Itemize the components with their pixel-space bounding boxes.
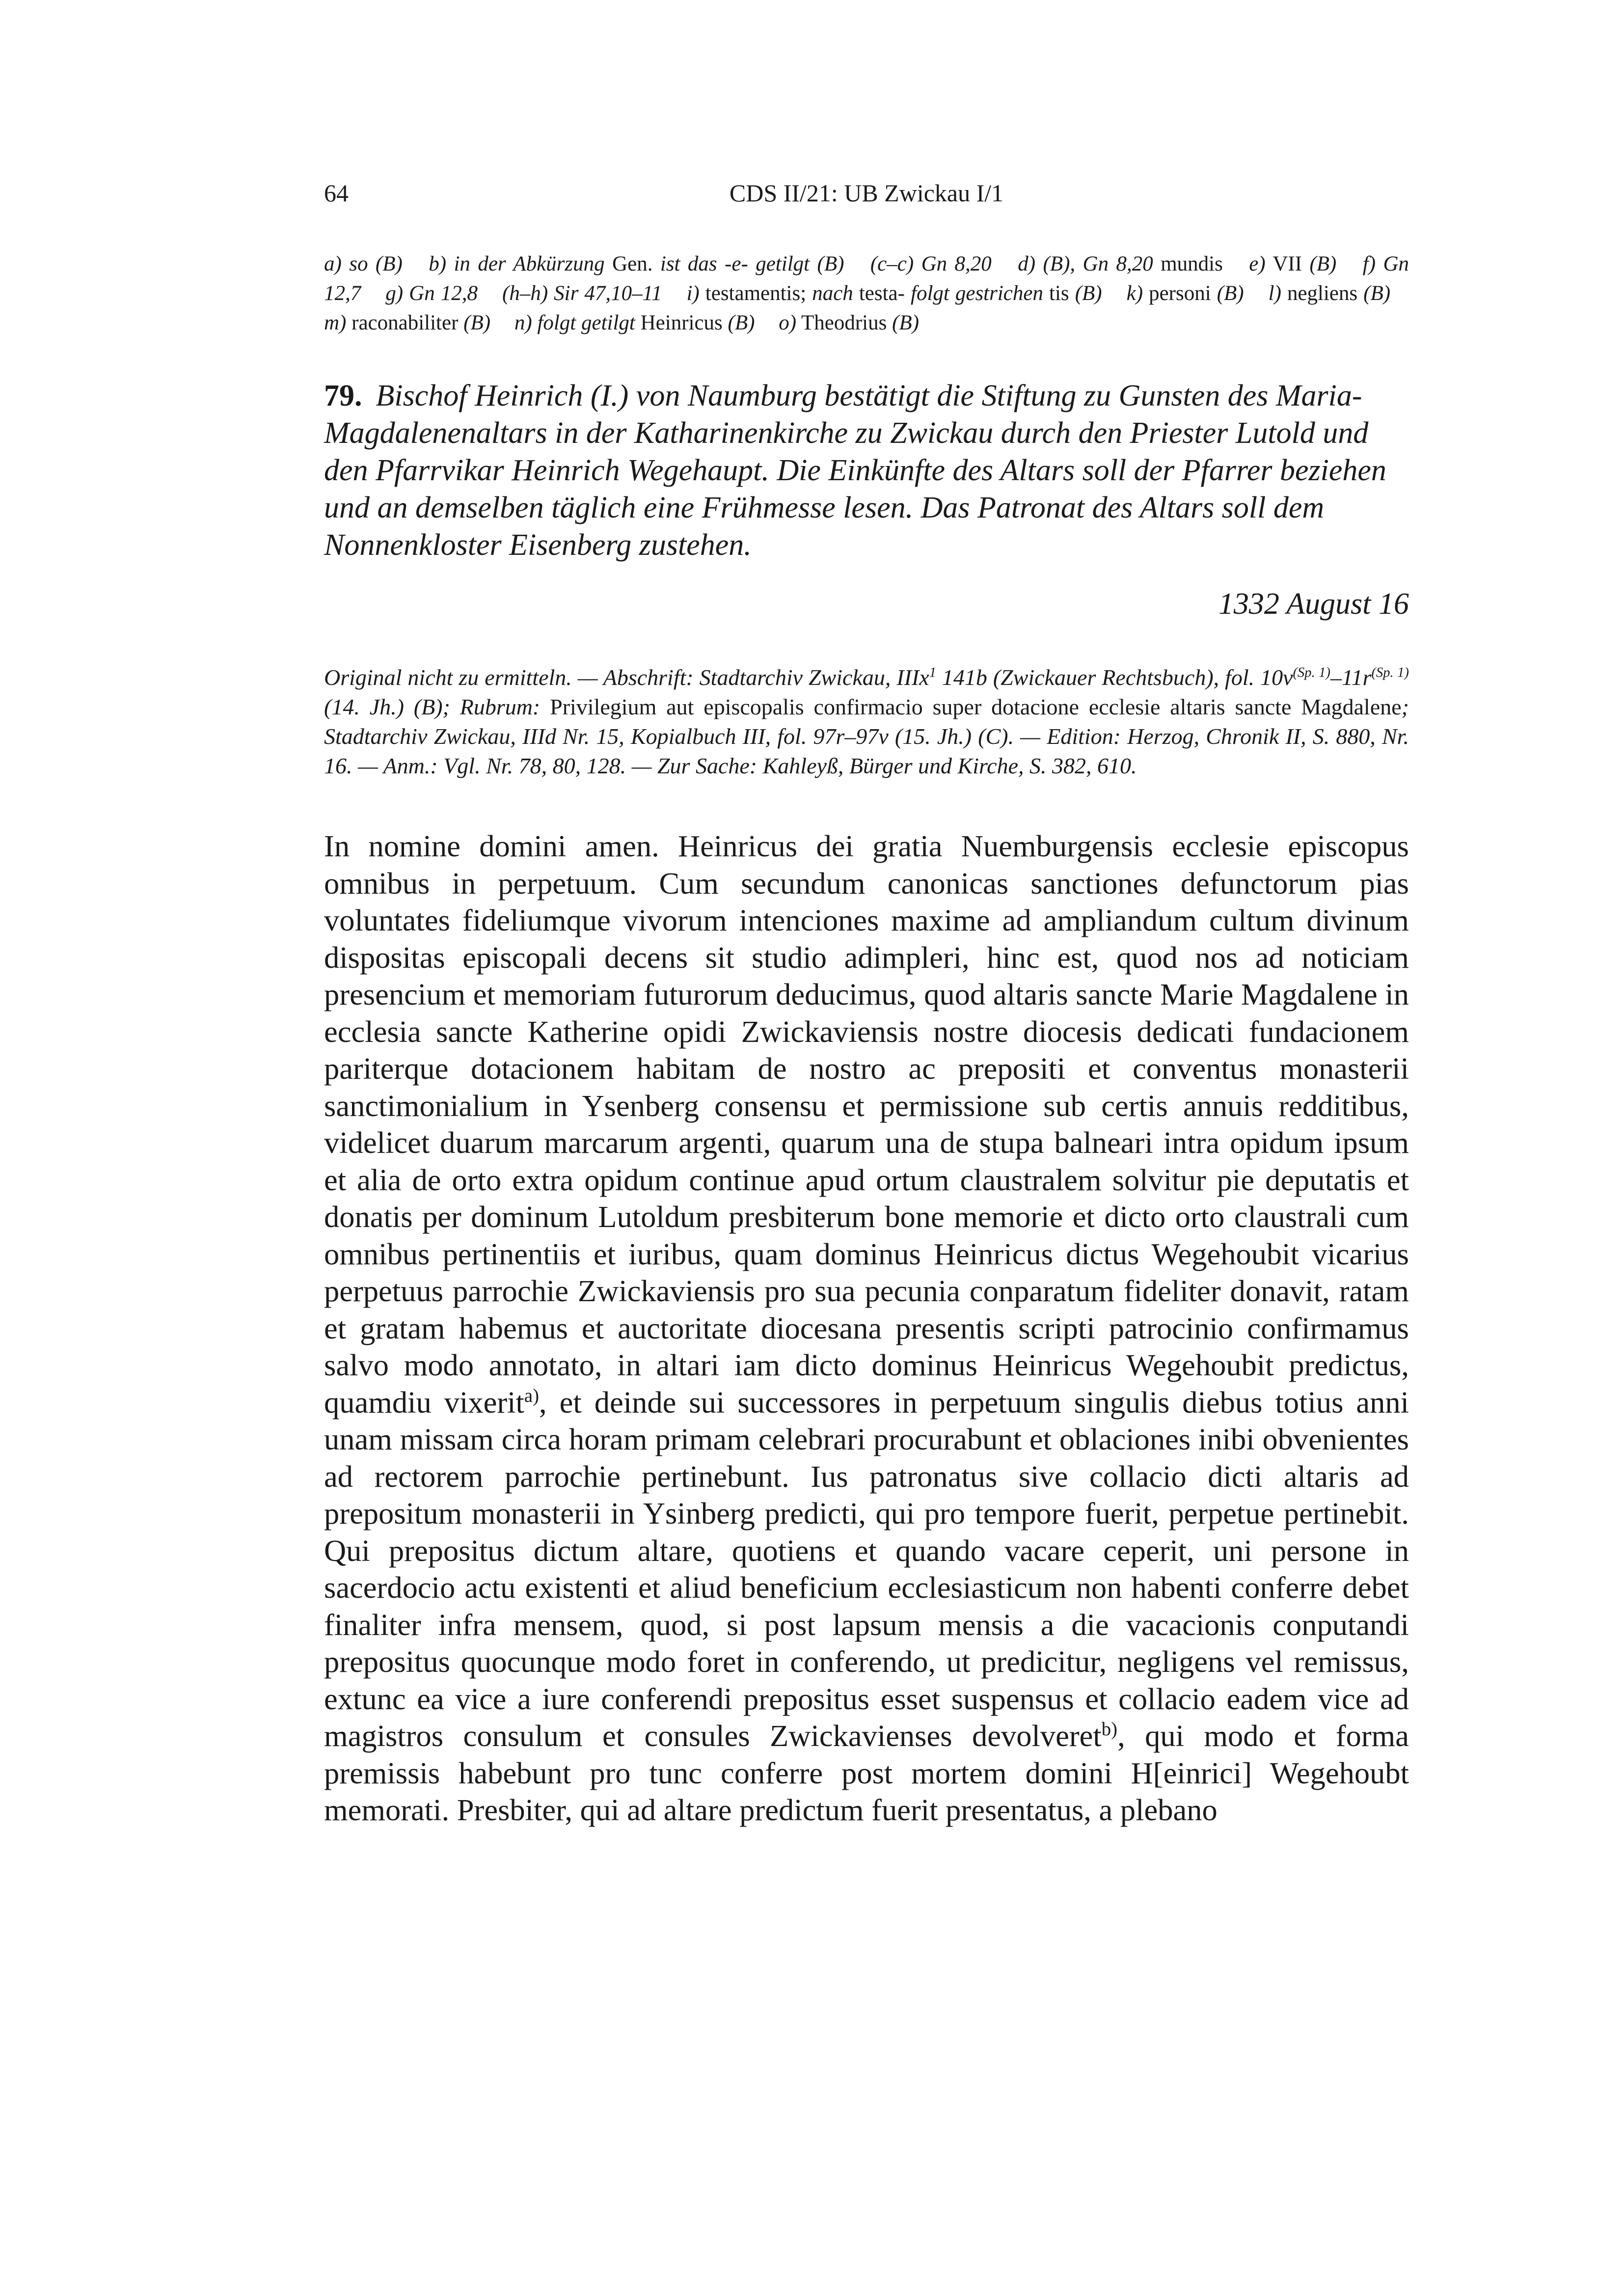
- footnote-mark-b: b): [1101, 1719, 1118, 1740]
- critical-apparatus: [324, 249, 1409, 338]
- apparatus-note: (h–h) Sir 47,10–11: [502, 282, 662, 305]
- apparatus-note: a) so (B): [324, 252, 403, 275]
- apparatus-note: b) in der Abkürzung Gen. ist das -e- getilgt (B): [429, 252, 844, 275]
- apparatus-note: o) Theodrius (B): [779, 311, 920, 334]
- apparatus-note: f) Gn 12,7: [324, 252, 1409, 305]
- footnote-mark-a: a): [524, 1385, 539, 1406]
- document-regest: [324, 377, 1409, 564]
- rubrum-text: Privilegium aut episcopalis confirmacio super dotacione ecclesie altaris sancte Magdalene: [550, 694, 1402, 719]
- charter-text: In nomine domini amen. Heinricus dei gratia Nuemburgensis ecclesie episcopus omnibus in perpetuum. Cum secundum canonicas sanctiones defunctorum pias voluntates fideliumque vivorum intenciones maxime ad ampliandum cultum divinum dispositas episcopali decens sit studio adimpleri, hinc est, quod nos ad noticiam presencium et memoriam futurorum deducimus, quod altaris sancte Marie Magdalene in ecclesia sancte Katherine opidi Zwickaviensis nostre diocesis dedicati fundacionem pariterque dotacionem habitam de nostro ac prepositi et conventus monasterii sanctimonialium in Ysenberg consensu et permissione sub certis annuis redditibus, videlicet duarum marcarum argenti, quarum una de stupa balneari intra opidum ipsum et alia de orto extra opidum continue apud ortum claustralem solvitur pie deputatis et donatis per dominum Lutoldum presbiterum bone memorie et dicto orto claustrali cum omnibus pertinentiis et iuribus, quam dominus Heinricus dictus Wegehoubit vicarius perpetuus parrochie Zwickaviensis pro sua pecunia conparatum fideliter donavit, ratam et gratam habemus et auctoritate diocesana presentis scripti patrocinio confirmamus salvo modo annotato, in altari iam dicto dominus Heinricus Wegehoubit predictus, quamdiu vixerit$^{a)}$, et deinde sui successores in perpetuum singulis diebus totius anni unam missam circa horam primam celebrari procurabunt et oblaciones inibi obvenientes ad rectorem parrochie pertinebunt. Ius patronatus sive collacio dicti altaris ad prepositum monasterii in Ysinberg predicti, qui pro tempore fuerit, perpetue pertinebit. Qui prepositus dictum altare, quotiens et quando vacare ceperit, uni persone in sacerdocio actu existenti et aliud beneficium ecclesiasticum non habenti conferre debet finaliter infra mensem, quod, si post lapsum mensis a die vacacionis conputandi prepositus quocunque modo foret in conferendo, ut predicitur, negligens vel remissus, extunc ea vice a iure conferendi prepositus esset suspensus et collacio eadem vice ad magistros consulum et consules Zwickavienses devolveret$^{b)}$, qui modo et forma premissis habebunt pro tunc conferre post mortem domini H[einrici] Wegehoubt memorati. Presbiter, qui ad altare predictum fuerit presentatus, a plebano: [324, 829, 1409, 1827]
- running-title: CDS II/21: UB Zwickau I/1: [729, 179, 1004, 207]
- page-number: 64: [324, 179, 349, 207]
- apparatus-note: i) testamentis; nach testa- folgt gestrichen tis (B): [686, 282, 1102, 305]
- page-content: [324, 176, 1409, 1829]
- apparatus-note: l) negliens (B): [1268, 282, 1391, 305]
- document-date: 1332 August 16: [1218, 587, 1409, 621]
- apparatus-note: d) (B), Gn 8,20 mundis: [1018, 252, 1223, 275]
- tradition-notes: Original nicht zu ermitteln. — Abschrift: Stadtarchiv Zwickau, IIIx$^1$ 141b (Zwickauer Rechtsbuch), fol. $10v^{(Sp. 1)}-11r^{(Sp. 1)}$ (14. Jh.) (B); Rubrum: Privilegium aut episcopalis confirmacio super dotacione ecclesie altaris sancte Magdalene; Stadtarchiv Zwickau, IIId Nr. 15, Kopialbuch III, fol. 97r–97v (15. Jh.) (C). — Edition: Herzog, Chronik II, S. 880, Nr. 16. — Anm.: Vgl. Nr. 78, 80, 128. — Zur Sache: Kahleyß, Bürger und Kirche, S. 382, 610.: [324, 665, 1409, 778]
- apparatus-note: g) Gn 12,8: [385, 282, 478, 305]
- running-header: [324, 176, 1409, 210]
- apparatus-note: n) folgt getilgt Heinricus (B): [514, 311, 755, 334]
- document-number: 79.: [324, 379, 362, 412]
- regest-text: Bischof Heinrich (I.) von Naumburg bestätigt die Stiftung zu Gunsten des Maria-Magdalenenaltars in der Katharinenkirche zu Zwickau durch den Priester Lutold und den Pfarrvikar Heinrich Wegehaupt. Die Einkünfte des Altars soll der Pfarrer beziehen und an demselben täglich eine Frühmesse lesen. Das Patronat des Altars soll dem Nonnenkloster Eisenberg zustehen.: [324, 379, 1386, 562]
- apparatus-note: e) VII (B): [1249, 252, 1337, 275]
- apparatus-note: k) personi (B): [1126, 282, 1244, 305]
- apparatus-note: (c–c) Gn 8,20: [870, 252, 992, 275]
- apparatus-note: m) raconabiliter (B): [324, 311, 491, 334]
